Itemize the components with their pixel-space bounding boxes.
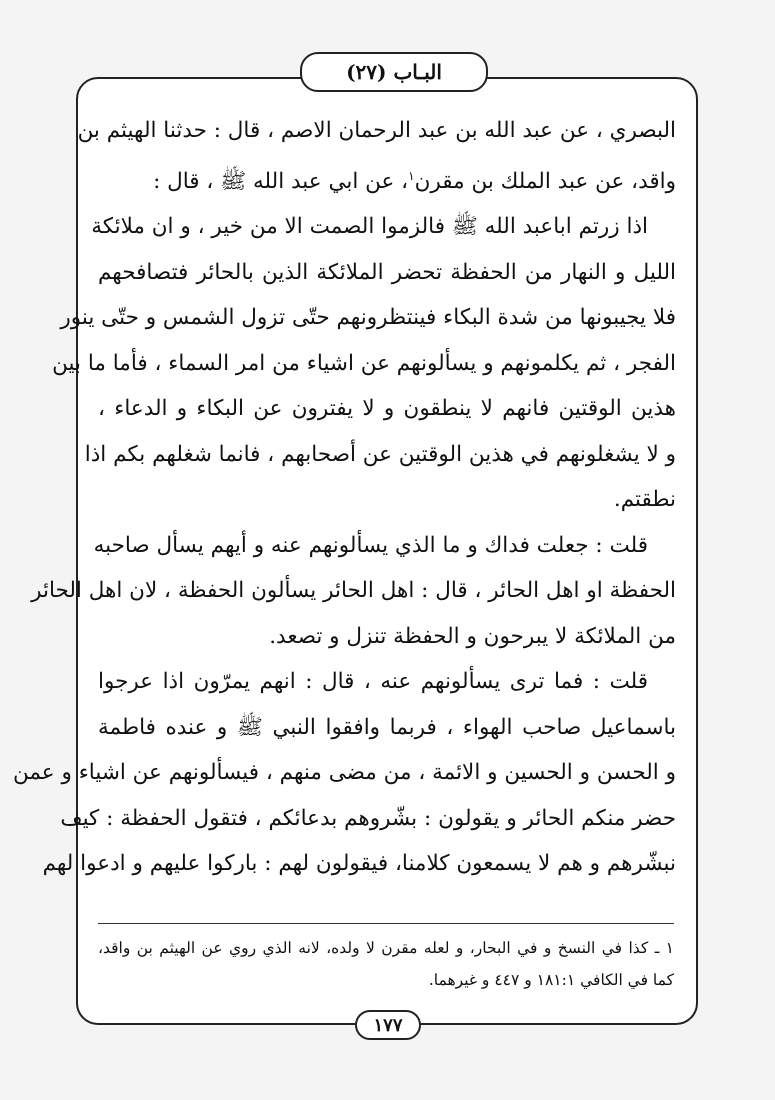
text-line: نطقتم. [613,487,676,513]
text-line: الليل و النهار من الحفظة تحضر الملائكة الذين بالحائر فتصافحهم [98,259,676,285]
page-number: ١٧٧ [355,1010,421,1040]
text-line: الفجر ، ثم يكلمونهم و يسألونهم عن اشياء من امر السماء ، فأما ما بين [52,350,676,376]
text-line: الحفظة او اهل الحائر ، قال : اهل الحائر يسألون الحفظة ، لان اهل الحائر [31,578,676,604]
text-line: اذا زرتم اباعبد الله ﷺ فالزموا الصمت الا من خير ، و ان ملائكة [91,214,648,240]
text-line: هذين الوقتين فانهم لا ينطقون و لا يفترون عن البكاء و الدعاء ، [98,396,676,422]
footnote-line: كما في الكافي ١٨١:١ و ٤٤٧ و غيرهما. [428,971,674,989]
text-line: واقد، عن عبد الملك بن مقرن$^١$، عن ابي عبد الله ﷺ ، قال : [153,168,676,194]
text-line: نبشّرهم و هم لا يسمعون كلامنا، فيقولون لهم : باركوا عليهم و ادعوا لهم [42,851,676,877]
chapter-title: البـاب (٢٧) [300,52,488,92]
text-line: قلت : جعلت فداك و ما الذي يسألونهم عنه و أيهم يسأل صاحبه [93,532,648,558]
text-line: و الحسن و الحسين و الائمة ، من مضى منهم ، فيسألونهم عن اشياء و عمن [13,760,676,786]
footnote-line: ١ ـ كذا في النسخ و في البحار، و لعله مقرن لا ولده، لانه الذي روي عن الهيثم بن واقد، [98,939,674,957]
text-line: باسماعيل صاحب الهواء ، فربما وافقوا النبي ﷺ و عنده فاطمة [98,714,676,740]
text-line: قلت : فما ترى يسألونهم عنه ، قال : انهم يمرّون اذا عرجوا [98,669,648,695]
footnote-reference: ١ [408,168,415,183]
text-line: حضر منكم الحائر و يقولون : بشّروهم بدعائكم ، فتقول الحفظة : كيف [60,805,676,831]
text-line: و لا يشغلونهم في هذين الوقتين عن أصحابهم ، فانما شغلهم بكم اذا [84,441,676,467]
text-line: البصري ، عن عبد الله بن عبد الرحمان الاصم ، قال : حدثنا الهيثم بن [77,118,676,143]
text-line: فلا يجيبونها من شدة البكاء فينتظرونهم حتّى تزول الشمس و حتّى ينور [60,305,676,331]
footnote-divider [98,923,674,924]
body-text [13,108,676,887]
text-line: من الملائكة لا يبرحون و الحفظة تنزل و تصعد. [269,623,676,649]
footnote [98,932,674,996]
